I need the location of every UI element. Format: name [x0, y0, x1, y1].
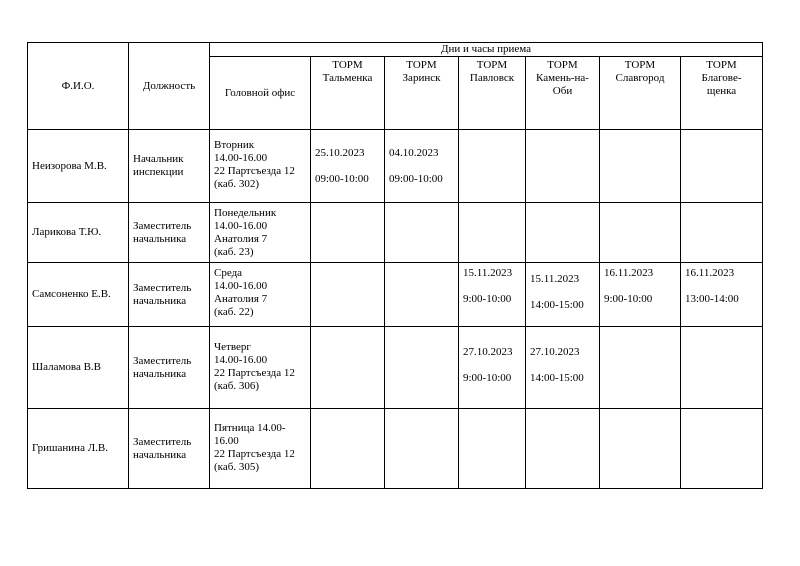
row-office: Четверг 14.00-16.00 22 Партсъезда 12 (каб. 306): [210, 327, 311, 409]
header-torm-pavlovsk: ТОРМ Павловск: [459, 57, 526, 130]
header-torm-slavgorod: ТОРМ Славгород: [600, 57, 681, 130]
row-cell: [526, 409, 600, 489]
row-cell: [681, 409, 763, 489]
row-cell: [600, 130, 681, 203]
row-office: Среда 14.00-16.00 Анатолия 7 (каб. 22): [210, 263, 311, 327]
header-schedule: Дни и часы приема: [210, 43, 763, 57]
row-cell: [311, 263, 385, 327]
table-row: [28, 327, 763, 409]
row-cell: [311, 409, 385, 489]
row-cell: [385, 203, 459, 263]
header-torm-kamen: ТОРМ Камень-на- Оби: [526, 57, 600, 130]
row-cell: [311, 203, 385, 263]
row-cell: [600, 327, 681, 409]
header-name-label: Ф.И.О.: [61, 79, 95, 92]
row-cell: [459, 130, 526, 203]
row-office: Вторник 14.00-16.00 22 Партсъезда 12 (каб. 302): [210, 130, 311, 203]
row-cell: 27.10.2023 14:00-15:00: [526, 327, 600, 409]
row-office: Пятница 14.00- 16.00 22 Партсъезда 12 (каб. 305): [210, 409, 311, 489]
row-position: Заместитель начальника: [129, 203, 210, 263]
table-row: [28, 203, 763, 263]
row-cell: [311, 327, 385, 409]
row-cell: [385, 327, 459, 409]
header-torm-blagoveshchenka: ТОРМ Благове- щенка: [681, 57, 763, 130]
row-position: Заместитель начальника: [129, 263, 210, 327]
row-office: Понедельник 14.00-16.00 Анатолия 7 (каб. 23): [210, 203, 311, 263]
header-position-label: Должность: [142, 79, 196, 92]
row-position: Заместитель начальника: [129, 327, 210, 409]
row-cell: 27.10.2023 9:00-10:00: [459, 327, 526, 409]
row-cell: [526, 130, 600, 203]
row-name: Самсоненко Е.В.: [28, 263, 129, 327]
row-cell: [681, 130, 763, 203]
row-cell: 16.11.2023 13:00-14:00: [681, 263, 763, 327]
row-position: Заместитель начальника: [129, 409, 210, 489]
row-cell: 16.11.2023 9:00-10:00: [600, 263, 681, 327]
row-name: Шаламова В.В: [28, 327, 129, 409]
row-cell: [385, 263, 459, 327]
reception-schedule-table: [27, 42, 763, 489]
header-torm-zarinsk: ТОРМ Заринск: [385, 57, 459, 130]
row-cell: [681, 203, 763, 263]
row-cell: [681, 327, 763, 409]
row-cell: [385, 409, 459, 489]
header-torm-talmenka: ТОРМ Тальменка: [311, 57, 385, 130]
row-position: Начальник инспекции: [129, 130, 210, 203]
row-cell: [600, 409, 681, 489]
header-position: [129, 43, 210, 130]
header-name: [28, 43, 129, 130]
row-cell: 15.11.2023 14:00-15:00: [526, 263, 600, 327]
row-cell: [526, 203, 600, 263]
header-office: Головной офис: [210, 57, 311, 130]
row-cell: 15.11.2023 9:00-10:00: [459, 263, 526, 327]
table-row: [28, 263, 763, 327]
row-cell: [459, 203, 526, 263]
table-row: [28, 130, 763, 203]
row-name: Ларикова Т.Ю.: [28, 203, 129, 263]
row-cell: 25.10.2023 09:00-10:00: [311, 130, 385, 203]
row-name: Гришанина Л.В.: [28, 409, 129, 489]
row-name: Неизорова М.В.: [28, 130, 129, 203]
row-cell: [600, 203, 681, 263]
row-cell: 04.10.2023 09:00-10:00: [385, 130, 459, 203]
table-row: [28, 409, 763, 489]
header-row-top: [28, 43, 763, 57]
row-cell: [459, 409, 526, 489]
